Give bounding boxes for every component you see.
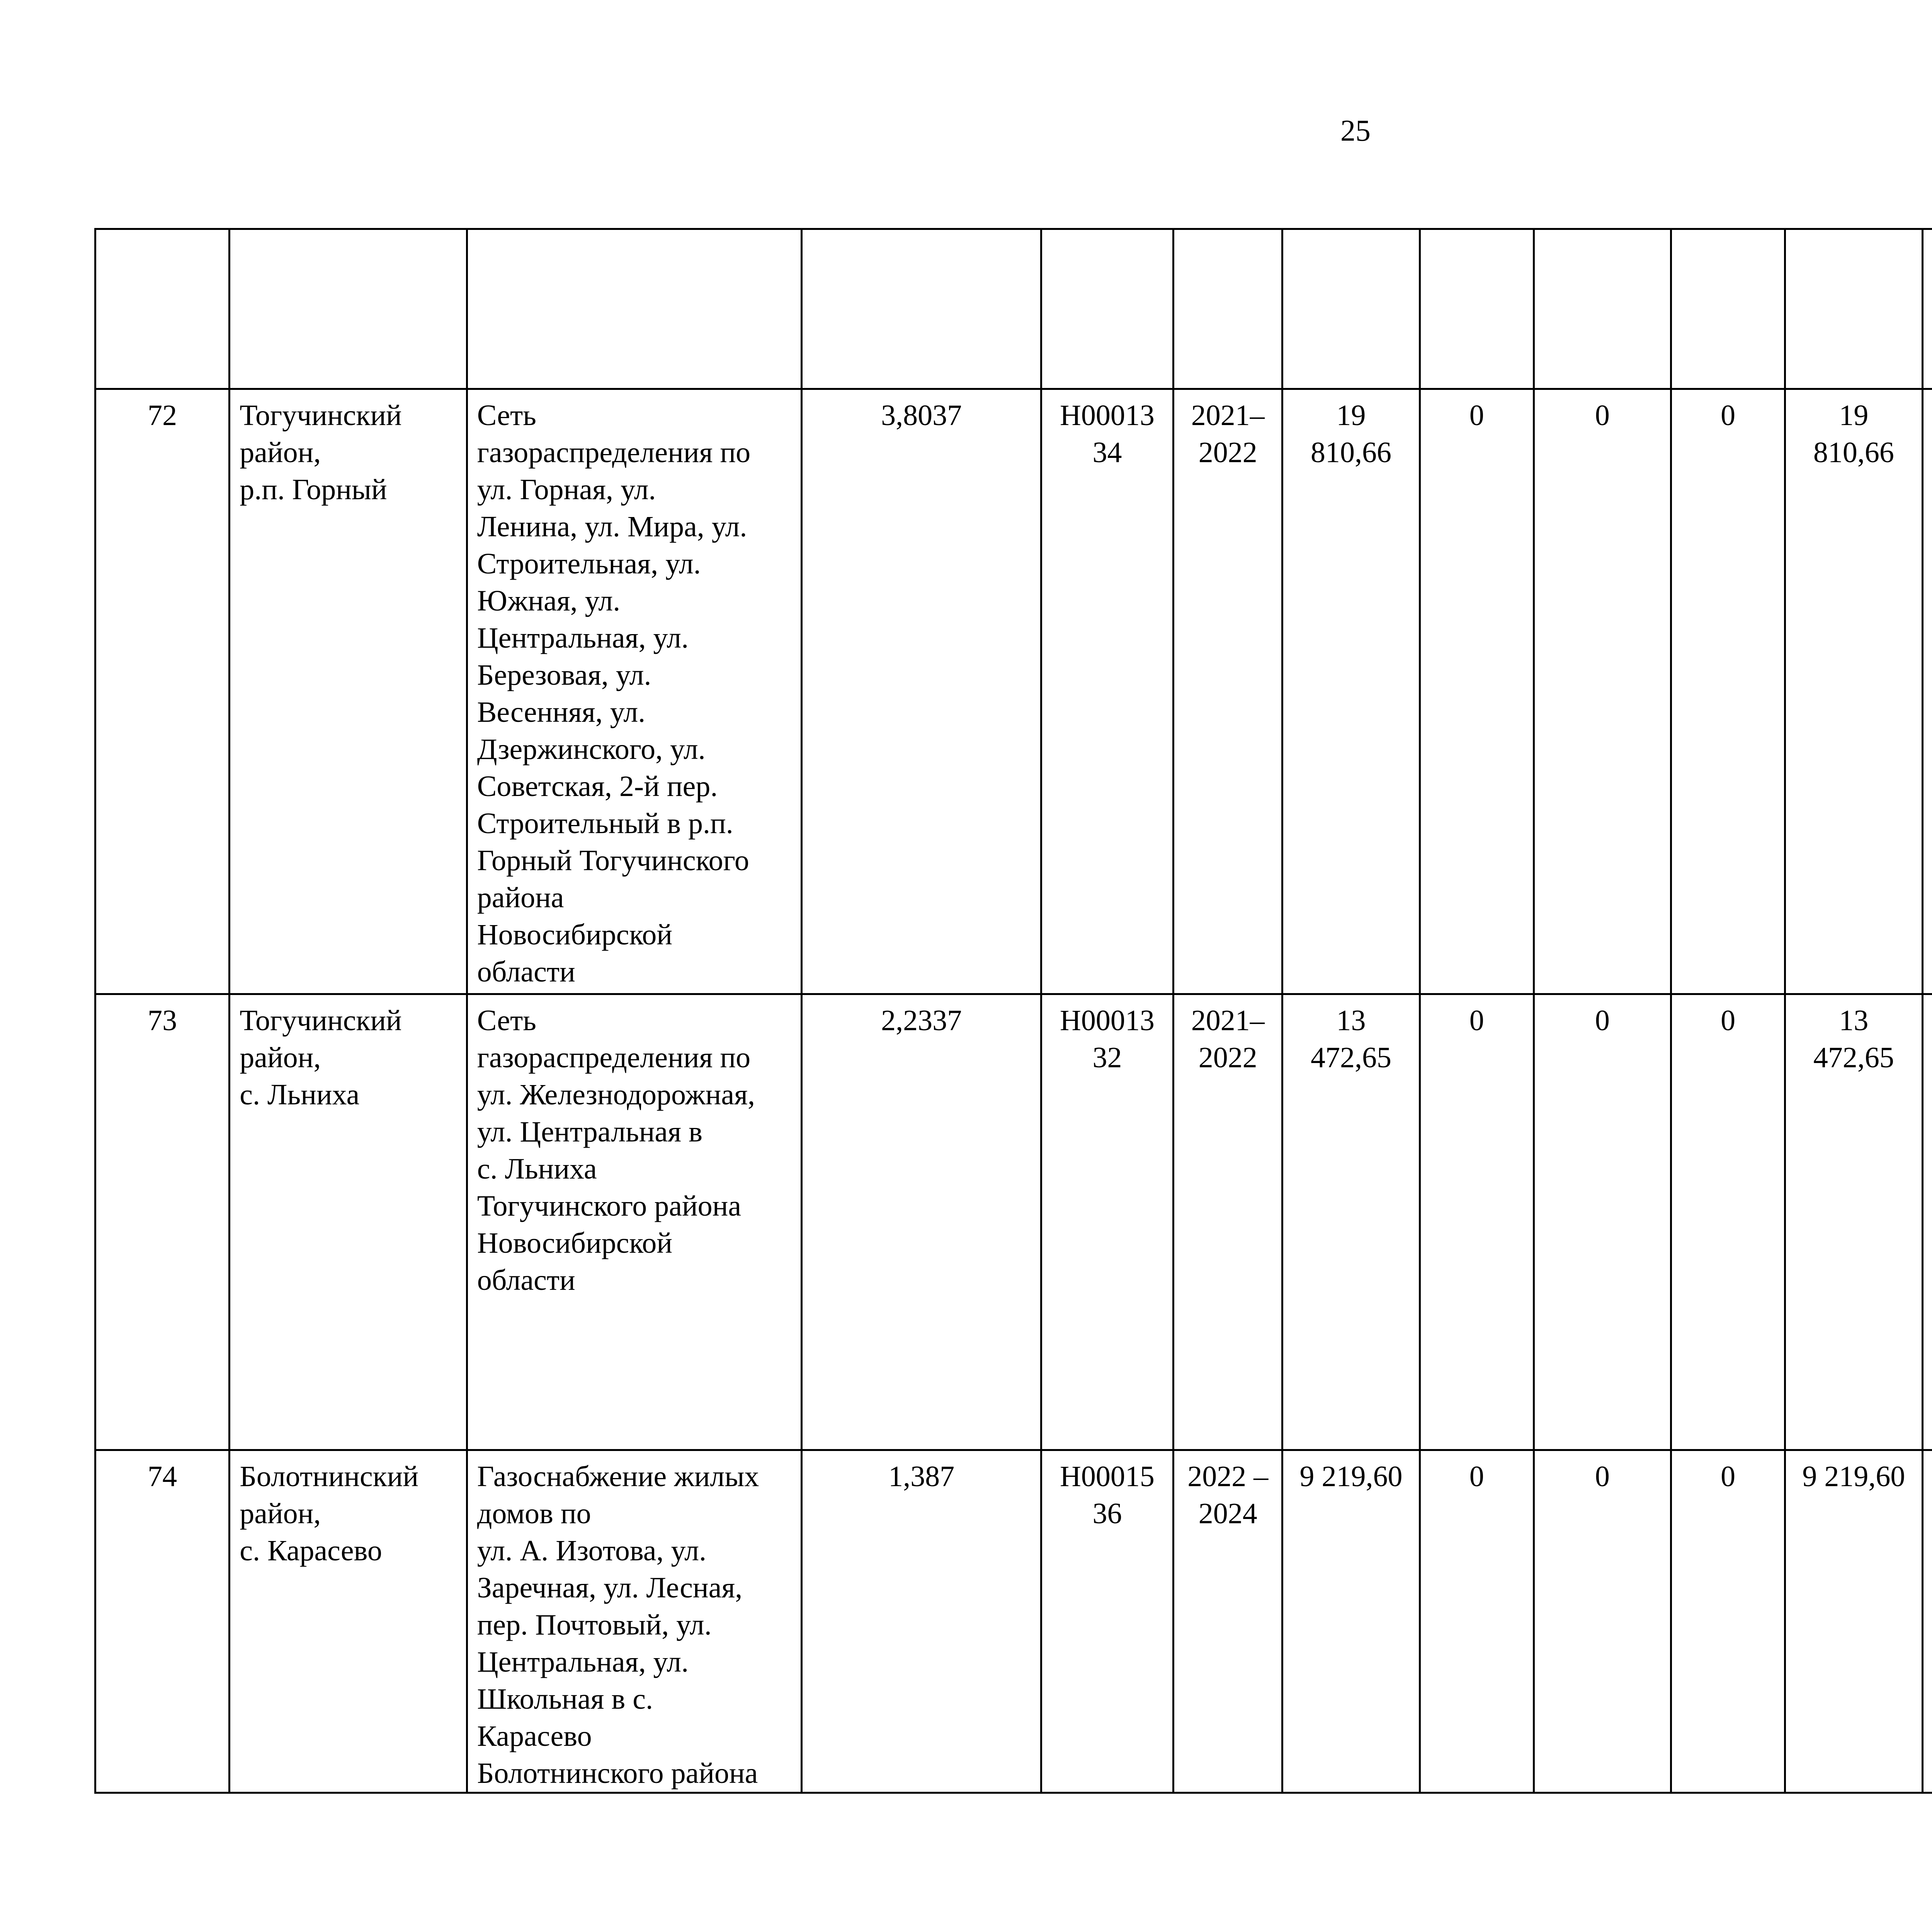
cell-length: 3,8037 [802,389,1041,994]
page-number: 25 [1340,114,1371,147]
cell-num [95,229,230,389]
cell-f1 [1420,229,1534,389]
cell-length [802,229,1041,389]
cell-f3 [1671,229,1785,389]
cell-district [230,229,467,389]
cell-f2 [1534,229,1671,389]
cell-total: 13 472,65 [1282,994,1420,1450]
cell-num: 74 [95,1450,230,1793]
cell-code: Н00013 34 [1041,389,1173,994]
cell-f4: 19 810,66 [1785,389,1922,994]
cell-f2: 0 [1534,389,1671,994]
cell-total: 9 219,60 [1282,1450,1420,1793]
cell-code [1041,229,1173,389]
gasification-table [94,228,1932,1794]
cell-f4: 13 472,65 [1785,994,1922,1450]
cell-object: Газоснабжение жилых домов по ул. А. Изотова, ул. Заречная, ул. Лесная, пер. Почтовый, ул. Центральная, ул. Школьная в с. Карасево Болотнинского района [467,1450,802,1793]
cell-district: Тогучинский район, с. Льниха [230,994,467,1450]
cell-district: Болотнинский район, с. Карасево [230,1450,467,1793]
cell-num: 73 [95,994,230,1450]
cell-f3: 0 [1671,389,1785,994]
cell-period: 2021– 2022 [1173,994,1282,1450]
cell-f4: 9 219,60 [1785,1450,1922,1793]
cell-total: 19 810,66 [1282,389,1420,994]
cell-period: 2021– 2022 [1173,389,1282,994]
cell-executor [1922,229,1932,389]
table-row [95,994,1932,1450]
cell-f3: 0 [1671,1450,1785,1793]
cell-executor [1922,1450,1932,1793]
cell-code: Н00013 32 [1041,994,1173,1450]
cell-f3: 0 [1671,994,1785,1450]
cell-f2: 0 [1534,1450,1671,1793]
cell-f1: 0 [1420,994,1534,1450]
cell-object: Сеть газораспределения по ул. Горная, ул. Ленина, ул. Мира, ул. Строительная, ул. Южная, ул. Центральная, ул. Березовая, ул. Весенняя, ул. Дзержинского, ул. Советская, 2-й пер. Строительный в р.п. Горный Тогучинского района Новосибирской области [467,389,802,994]
cell-num: 72 [95,389,230,994]
table-row [95,1450,1932,1793]
cell-object [467,229,802,389]
cell-executor [1922,994,1932,1450]
cell-period: 2022 – 2024 [1173,1450,1282,1793]
cell-length: 1,387 [802,1450,1041,1793]
cell-f1: 0 [1420,1450,1534,1793]
cell-length: 2,2337 [802,994,1041,1450]
table-row-continuation [95,229,1932,389]
cell-code: Н00015 36 [1041,1450,1173,1793]
table-row [95,389,1932,994]
cell-f1: 0 [1420,389,1534,994]
cell-total [1282,229,1420,389]
cell-f2: 0 [1534,994,1671,1450]
cell-district: Тогучинский район, р.п. Горный [230,389,467,994]
cell-executor [1922,389,1932,994]
cell-f4 [1785,229,1922,389]
cell-object: Сеть газораспределения по ул. Железнодорожная, ул. Центральная в с. Льниха Тогучинского района Новосибирской области [467,994,802,1450]
cell-period [1173,229,1282,389]
